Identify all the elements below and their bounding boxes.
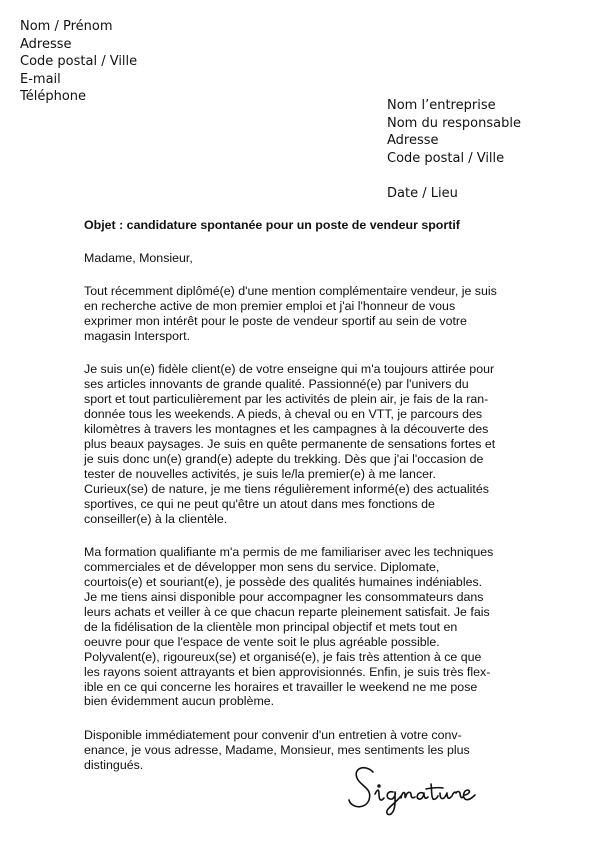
date-place: Date / Lieu [387,186,458,202]
text-line: de la fidélisation de la clientèle mon principal objectif et mets tout en [84,619,458,634]
text-line: Je me tiens ainsi disponible pour accompagner les consommateurs dans [84,590,484,605]
text-line: leurs achats et veiller à ce que chacun reparte pleinement satisfait. Je fais [84,605,490,620]
signature-graphic [345,760,495,820]
text-line: je suis donc un(e) grand(e) adepte du trekking. Dès que j'ai l'occasion de [84,451,484,466]
text-line: distingués. [84,758,144,773]
recipient-postal-city: Code postal / Ville [387,150,505,166]
sender-name: Nom / Prénom [20,19,113,34]
text-line: plus beaux paysages. Je suis en quête permanente de sensations fortes et [84,436,496,451]
text-line: magasin Intersport. [84,328,191,343]
text-line: kilomètres à travers les montagnes et les campagnes à la découverte des [84,422,489,437]
text-line: donnée tous les weekends. A pieds, à cheval ou en VTT, je parcours des [84,407,483,422]
letter-body [84,218,504,792]
recipient-address: Adresse [387,133,439,149]
text-line: les rayons soient attrayants et bien approvisionnés. Enfin, je suis très flex- [84,664,491,679]
text-line: ses articles innovants de grande qualité. Passionné(e) par l'univers du [84,377,469,392]
sender-block [20,18,137,106]
text-line: tester de nouvelles activités, je suis le/la premier(e) à me lancer. [84,466,436,481]
text-line: courtois(e) et souriant(e), je possède des qualités humaines indéniables. [84,575,483,590]
sender-phone: Téléphone [20,89,87,105]
text-line: enance, je vous adresse, Madame, Monsieur, mes sentiments les plus [84,743,470,758]
text-line: Polyvalent(e), rigoureux(se) et organisé(e), je fais très attention à ce que [84,649,482,664]
text-line: Ma formation qualifiante m'a permis de me familiariser avec les techniques [84,545,494,560]
sender-address: Adresse [20,36,72,52]
letter-salutation: Madame, Monsieur, [84,250,193,265]
text-line: Curieux(se) de nature, je me tiens régulièrement informé(e) des actualités [84,481,489,496]
handwritten-signature [345,760,495,820]
text-line: exprimer mon intérêt pour le poste de vendeur sportif au sein de votre [84,313,467,328]
text-line: sport et tout particulièrement par les activités de plein air, je fais de la ran- [84,392,489,407]
text-line: conseiller(e) à la clientèle. [84,511,228,526]
recipient-manager: Nom du responsable [387,115,521,131]
paragraph-intro [84,284,504,344]
recipient-block [387,97,521,203]
text-line: Tout récemment diplômé(e) d'une mention complémentaire vendeur, je suis [84,283,497,298]
sender-email: E-mail [20,71,61,87]
letter-subject: Objet : candidature spontanée pour un poste de vendeur sportif [84,218,460,232]
text-line: ible en ce qui concerne les horaires et travailler le weekend ne me pose [84,679,478,694]
text-line: sportives, ce qui ne peut qu'être un atout dans mes fonctions de [84,496,435,511]
text-line: en recherche active de mon premier emploi et j'ai l'honneur de vous [84,298,456,313]
text-line: commerciales et de développer mon sens du service. Diplomate, [84,560,440,575]
text-line: bien évidemment aucun problème. [84,694,275,709]
text-line: Disponible immédiatement pour convenir d'un entretien à votre conv- [84,728,462,743]
recipient-company: Nom l’entreprise [387,98,496,113]
text-line: Je suis un(e) fidèle client(e) de votre enseigne qui m'a toujours attirée pour [84,362,495,377]
text-line: oeuvre pour que l'espace de vente soit le plus agréable possible. [84,634,440,649]
paragraph-skills [84,545,504,709]
sender-postal-city: Code postal / Ville [20,54,138,70]
paragraph-motivation [84,362,504,526]
